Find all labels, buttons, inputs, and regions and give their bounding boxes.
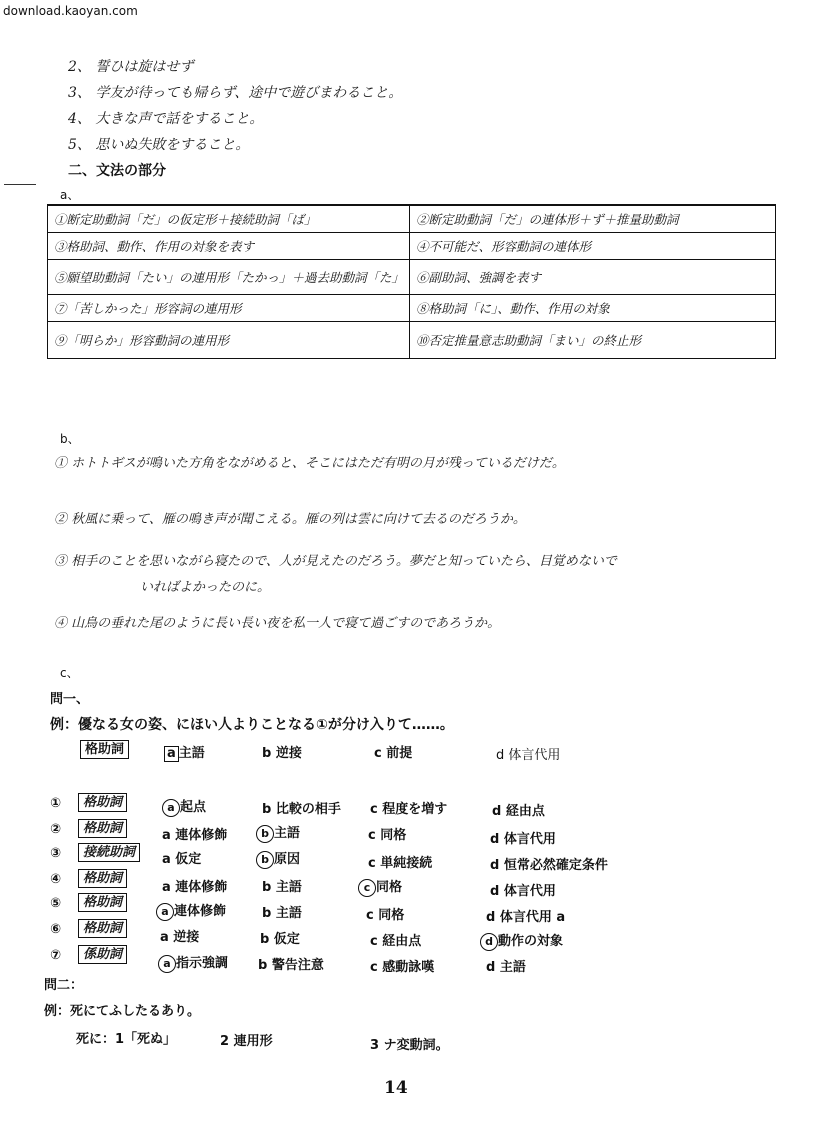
answer-num: ① (50, 796, 62, 811)
example-option-a: a 主語 (164, 742, 205, 762)
b-item: ④ 山鳥の垂れた尾のように長い長い夜を私一人で寝て過ごすのであろうか。 (54, 616, 501, 631)
answer-d: d 恒常必然確定条件 (490, 858, 608, 873)
b-item: ③ 相手のことを思いながら寝たので、人が見えたのだろう。夢だと知っていたら、目覚めないで (54, 554, 617, 569)
answer-d: d 体言代用 (490, 832, 556, 847)
table-cell: ①断定助動詞「だ」の仮定形＋接続助詞「ば」 (48, 205, 410, 233)
question-1-title: 問一、 (50, 692, 90, 707)
table-cell: ④不可能だ、形容動詞の連体形 (410, 233, 776, 260)
label-b: b、 (60, 432, 80, 446)
answer-box: 格助詞 (78, 793, 127, 812)
answer-box: 接続助詞 (78, 843, 140, 862)
question-2-title: 問二： (44, 978, 84, 993)
answer-b: b 警告注意 (258, 958, 324, 973)
list-item: 3、 学友が待っても帰らず、途中で遊びまわること。 (68, 85, 403, 101)
example-option-d: d 体言代用 (496, 748, 561, 763)
answer-c: c 同格 (368, 828, 407, 843)
answer-b: b 比較の相手 (262, 802, 341, 817)
answer-box: 格助詞 (78, 869, 127, 888)
answer-num: ⑥ (50, 922, 62, 937)
answer-c: c 経由点 (370, 934, 422, 949)
answer-c: c 同格 (358, 876, 402, 897)
answer-num: ② (50, 822, 62, 837)
answer-c: c 同格 (366, 908, 405, 923)
answer-a: a 仮定 (162, 852, 202, 867)
q2-part-2: 2 連用形 (220, 1034, 273, 1049)
site-url: download.kaoyan.com (3, 4, 138, 18)
answer-d: d 体言代用 a (486, 910, 566, 925)
b-item: ② 秋風に乗って、雁の鳴き声が聞こえる。雁の列は雲に向けて去るのだろうか。 (54, 512, 526, 527)
section-title: 二、文法の部分 (68, 163, 166, 179)
answer-box: 格助詞 (78, 893, 127, 912)
answer-a: a 連体修飾 (162, 880, 228, 895)
answer-c: c 感動詠嘆 (370, 960, 435, 975)
table-cell: ②断定助動詞「だ」の連体形＋ず＋推量助動詞 (410, 205, 776, 233)
label-c: c、 (60, 666, 79, 680)
list-item: 2、 誓ひは旋はせず (68, 59, 194, 75)
answer-a: a 連体修飾 (156, 900, 226, 921)
answer-num: ⑦ (50, 948, 62, 963)
q2-example: 例：死にてふしたるあり。 (44, 1004, 201, 1019)
answer-table (47, 204, 776, 359)
answer-b: b 主語 (256, 822, 300, 843)
q2-part-1: 死に：1「死ぬ」 (76, 1032, 177, 1047)
margin-mark (4, 184, 36, 185)
table-cell: ③格助詞、動作、作用の対象を表す (48, 233, 410, 260)
answer-a: a 逆接 (160, 930, 200, 945)
answer-d: d 経由点 (492, 804, 545, 819)
answer-num: ⑤ (50, 896, 62, 911)
answer-b: b 原因 (256, 848, 300, 869)
answer-box: 格助詞 (78, 819, 127, 838)
answer-d: d 体言代用 (490, 884, 556, 899)
answer-b: b 仮定 (260, 932, 300, 947)
table-cell: ⑧格助詞「に」、動作、作用の対象 (410, 295, 776, 322)
list-item: 4、 大きな声で話をすること。 (68, 111, 264, 127)
answer-a: a 連体修飾 (162, 828, 228, 843)
list-item: 5、 思いぬ失敗をすること。 (68, 137, 250, 153)
b-item: いればよかったのに。 (140, 580, 271, 595)
answer-num: ④ (50, 872, 62, 887)
example-row (80, 740, 129, 759)
answer-a: a 起点 (162, 796, 206, 817)
example-line: 例：優なる女の姿、にほい人よりことなる①が分け入りて……。 (50, 717, 454, 733)
table-cell: ⑨「明らか」形容動詞の連用形 (48, 322, 410, 359)
b-item: ① ホトトギスが鳴いた方角をながめると、そこにはただ有明の月が残っているだけだ。 (54, 456, 565, 471)
answer-b: b 主語 (262, 880, 302, 895)
answer-d: d 主語 (486, 960, 526, 975)
example-option-c: c 前提 (374, 746, 413, 761)
answer-d: d 動作の対象 (480, 930, 563, 951)
example-box: 格助詞 (80, 740, 129, 759)
table-cell: ⑦「苦しかった」形容詞の連用形 (48, 295, 410, 322)
answer-num: ③ (50, 846, 62, 861)
table-cell: ⑥副助詞、強調を表す (410, 260, 776, 295)
answer-c: c 程度を増す (370, 802, 448, 817)
answer-b: b 主語 (262, 906, 302, 921)
answer-box: 格助詞 (78, 919, 127, 938)
example-option-b: b 逆接 (262, 746, 302, 761)
table-cell: ⑩否定推量意志助動詞「まい」の終止形 (410, 322, 776, 359)
answer-a: a 指示強調 (158, 952, 228, 973)
q2-part-3: 3 ナ変動詞。 (370, 1038, 449, 1053)
answer-c: c 単純接続 (368, 856, 433, 871)
label-a: a、 (60, 188, 80, 202)
table-cell: ⑤願望助動詞「たい」の連用形「たかっ」＋過去助動詞「た」 (48, 260, 410, 295)
page-number: 14 (384, 1078, 408, 1098)
answer-box: 係助詞 (78, 945, 127, 964)
